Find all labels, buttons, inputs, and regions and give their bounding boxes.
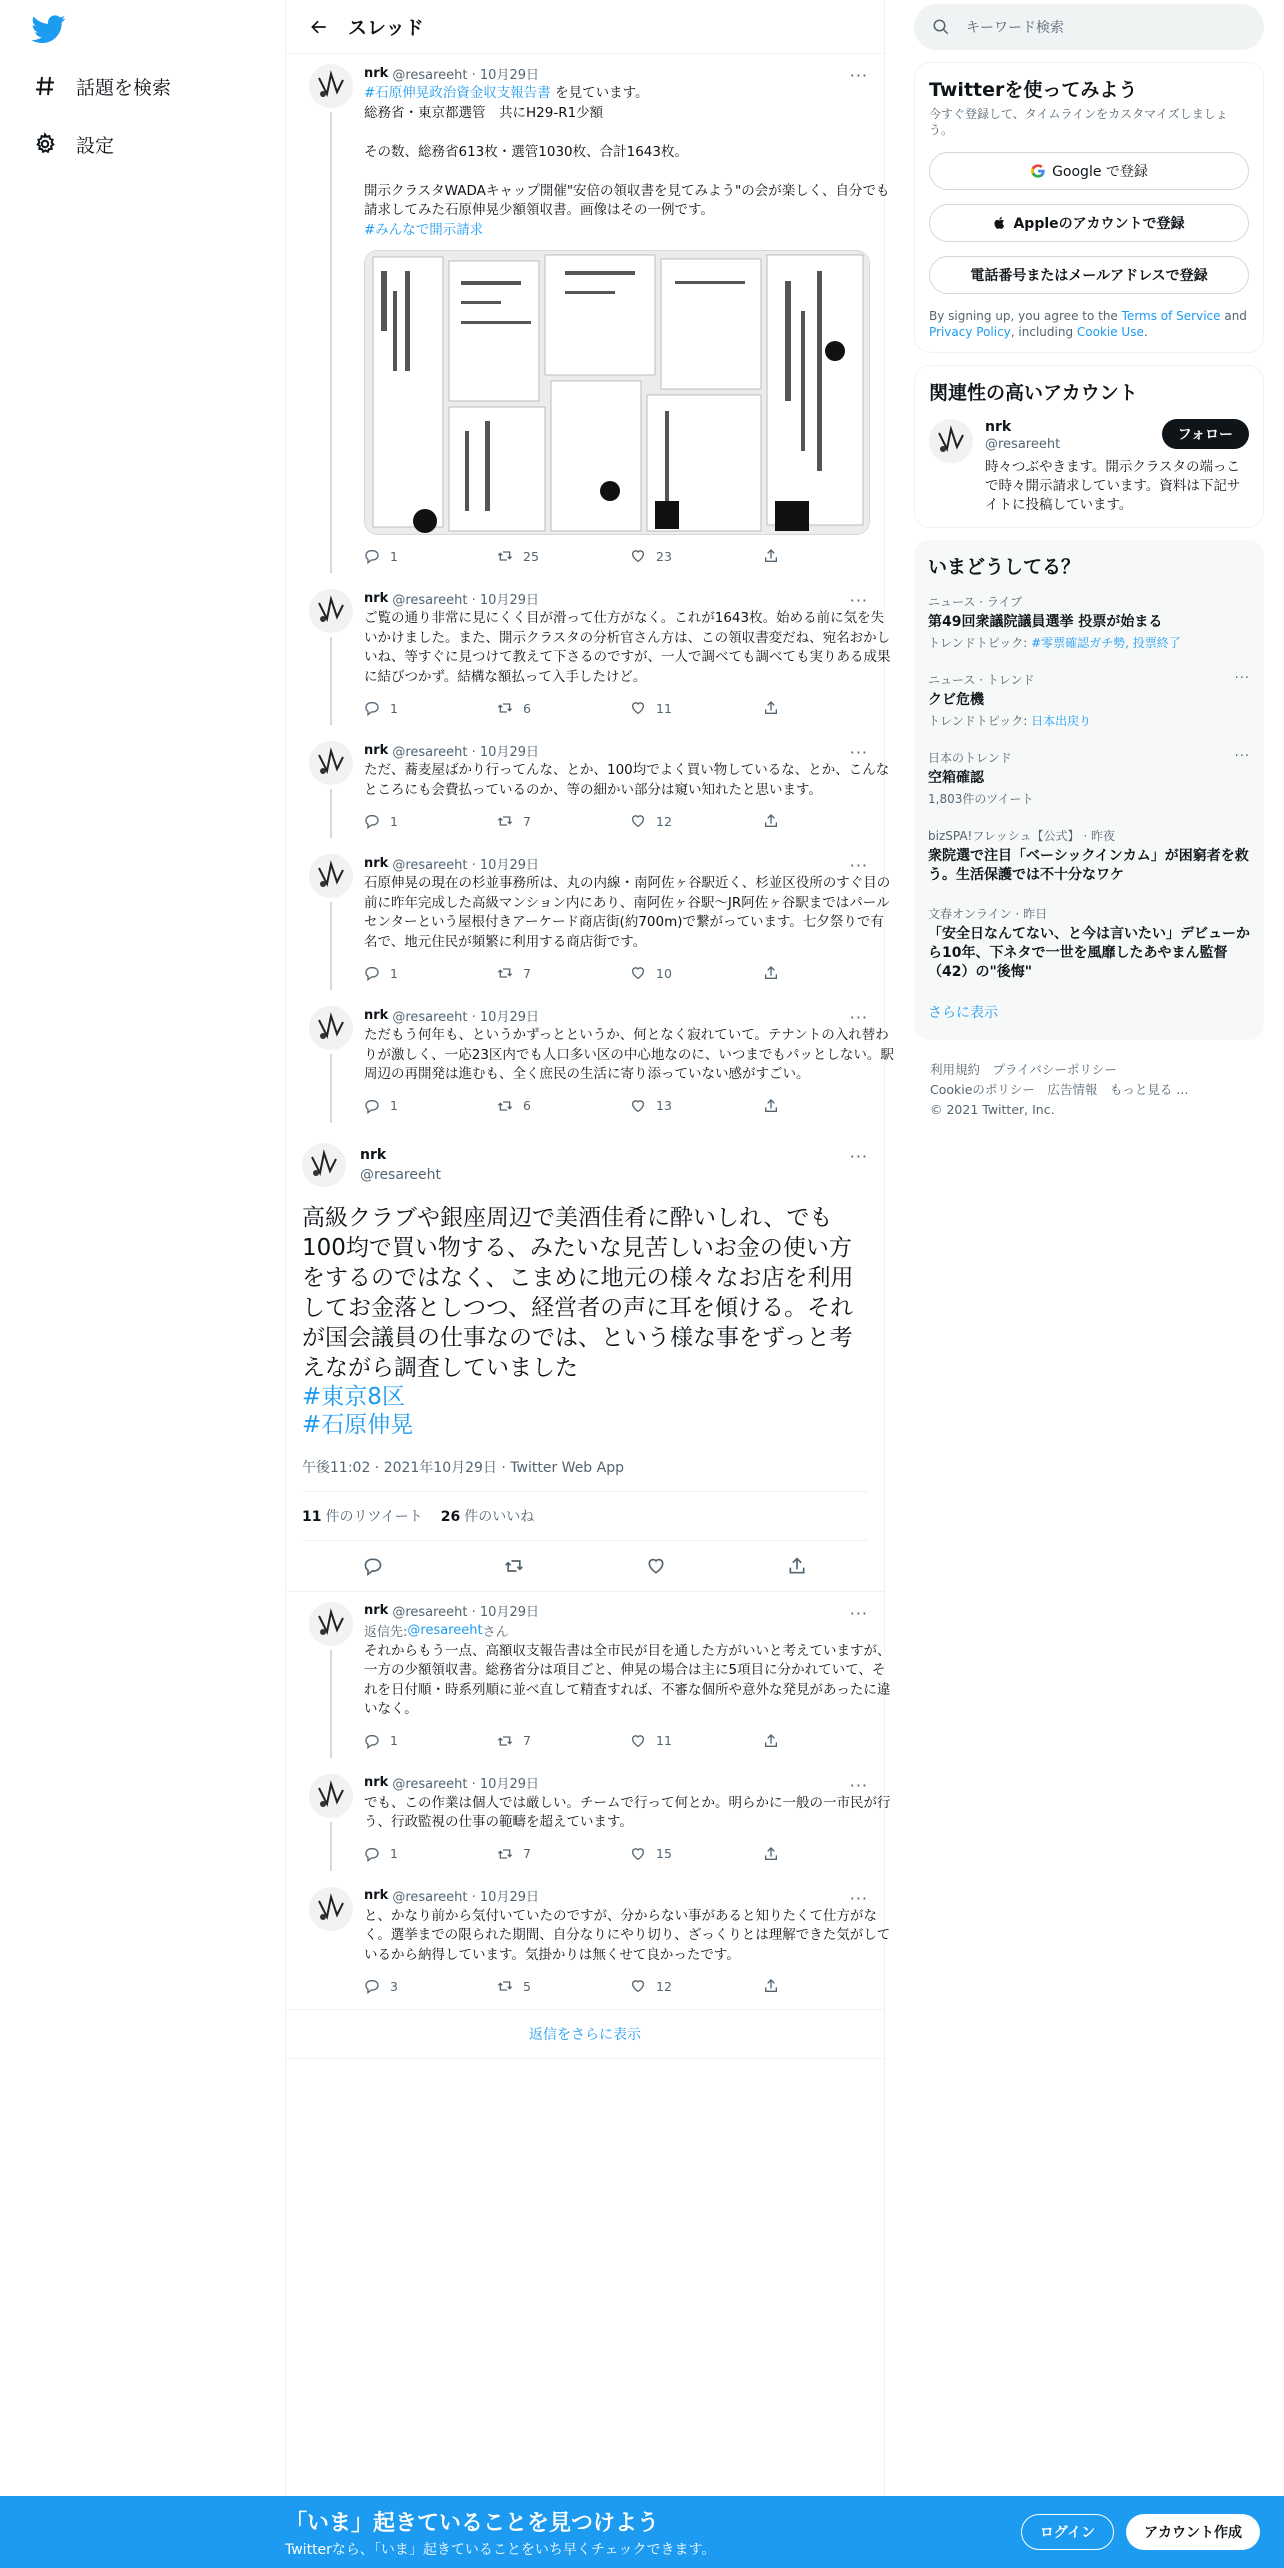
tweet-actions: [364, 956, 896, 990]
thread-connector: [330, 1054, 332, 1123]
thread-connector: [330, 1822, 332, 1871]
share-icon[interactable]: [787, 1556, 807, 1576]
reply-button[interactable]: 3: [364, 1978, 497, 1994]
heart-icon: [630, 965, 646, 981]
reply-button[interactable]: 1: [364, 1098, 497, 1114]
terms-link[interactable]: Terms of Service: [1121, 309, 1221, 323]
heart-icon: [630, 1098, 646, 1114]
twitter-logo-icon[interactable]: [32, 12, 66, 46]
author-meta[interactable]: @resareeht · 10月29日: [392, 1009, 539, 1025]
retweet-icon: [497, 813, 513, 829]
hashtag-icon: [32, 73, 58, 99]
like-button[interactable]: 11: [630, 1733, 763, 1749]
retweet-button[interactable]: 6: [497, 1098, 630, 1114]
author-name[interactable]: nrk: [360, 1146, 387, 1163]
follow-button[interactable]: フォロー: [1162, 419, 1249, 449]
trends-card: [914, 540, 1264, 1040]
more-icon[interactable]: ···: [1234, 749, 1250, 764]
retweet-icon: [497, 965, 513, 981]
tweet-text: それからもう一点、高額収支報告書は全市民が目を通した方がいいと考えていますが、一方の少額領収書。総務省分は項目ごと、伸晃の場合は主に5項目に分かれていて、それを日付順・時系列順に並べ直して精査すれば、不審な個所や意外な発見があったに違いなく。: [364, 1642, 891, 1717]
relevant-title: 関連性の高いアカウント: [929, 382, 1138, 404]
signup-title: Twitterを使ってみよう: [929, 79, 1138, 101]
more-icon[interactable]: ···: [849, 1008, 868, 1027]
retweet-button[interactable]: 7: [497, 813, 630, 829]
more-icon[interactable]: ···: [849, 1888, 868, 1908]
nav-explore[interactable]: [32, 66, 171, 106]
author-name[interactable]: nrk: [364, 1775, 389, 1790]
more-icon[interactable]: ···: [849, 1775, 868, 1795]
footer-copyright: © 2021 Twitter, Inc.: [930, 1102, 1055, 1117]
author-meta[interactable]: @resareeht · 10月29日: [392, 1605, 539, 1620]
login-button[interactable]: ログイン: [1021, 2514, 1114, 2550]
share-icon: [763, 548, 779, 564]
reply-icon: [364, 1978, 380, 1994]
retweet-button[interactable]: 25: [497, 548, 630, 564]
tweet-text: と、かなり前から気付いていたのですが、分からない事があると知りたくて仕方がなく。選挙までの限られた期間、自分なりにやり切り、ざっくりとは理解できた気がしているから納得しています。気掛かりは無くせて良かったです。: [364, 1907, 891, 1963]
tweet-actions: [364, 539, 896, 573]
retweet-icon: [497, 1733, 513, 1749]
more-icon[interactable]: ···: [849, 1146, 868, 1166]
trends-title: いまどうしてる？: [928, 556, 1081, 578]
like-button[interactable]: 12: [630, 1978, 763, 1994]
thread-column: [285, 0, 894, 2500]
avatar[interactable]: [309, 1602, 353, 1646]
reply-icon[interactable]: [363, 1556, 383, 1576]
account-name[interactable]: nrk: [985, 419, 1012, 435]
share-button[interactable]: [763, 813, 896, 829]
thread-tweet[interactable]: [286, 996, 894, 1129]
avatar[interactable]: [309, 1774, 353, 1818]
thread-connector: [330, 112, 332, 573]
reply-button[interactable]: 1: [364, 700, 497, 716]
reply-icon: [364, 1098, 380, 1114]
retweet-icon: [497, 548, 513, 564]
retweet-button[interactable]: 6: [497, 700, 630, 716]
thread-tweet[interactable]: [286, 54, 890, 579]
author-name[interactable]: nrk: [364, 742, 389, 758]
reply-to-prefix: 返信先:: [364, 1625, 408, 1640]
signup-subtitle: 今すぐ登録して、タイムラインをカスタマイズしましょう。: [929, 107, 1228, 137]
signup-terms: By signing up, you agree to the Terms of Service and Privacy Policy, including Cookie Use.: [929, 309, 1247, 339]
phone-email-signup-button[interactable]: 電話番号またはメールアドレスで登録: [929, 256, 1249, 294]
more-icon[interactable]: ···: [849, 1603, 868, 1623]
heart-icon: [630, 1846, 646, 1862]
share-icon: [763, 700, 779, 716]
news-item[interactable]: 文春オンライン · 昨日 「安全日なんてない、と今は言いたい」デビューから10年、下ネタで一世を風靡したあやまん監督（42）の"後悔": [928, 907, 1250, 980]
tweet-text: でも、この作業は個人では厳しい。チームで行って何とか。明らかに一般の一市民が行う、行政監視の仕事の範疇を超えています。: [364, 1794, 891, 1830]
share-icon: [763, 1733, 779, 1749]
heart-icon: [630, 813, 646, 829]
main-tweet-actions: [302, 1541, 868, 1591]
author-name[interactable]: nrk: [364, 1888, 389, 1903]
thread-tweet[interactable]: [286, 579, 891, 731]
reply-icon: [364, 813, 380, 829]
gear-icon: [32, 131, 58, 157]
share-button[interactable]: [763, 1733, 896, 1749]
thread-connector: [330, 637, 332, 725]
cookie-link[interactable]: Cookie Use: [1076, 325, 1144, 339]
more-icon[interactable]: ···: [849, 66, 868, 85]
tweet-actions: [364, 1969, 896, 2003]
heart-icon[interactable]: [646, 1556, 666, 1576]
reply-button[interactable]: 1: [364, 548, 497, 564]
retweet-icon: [497, 1846, 513, 1862]
tweet-text: [364, 84, 896, 240]
reply-button[interactable]: 1: [364, 1846, 497, 1862]
share-icon: [763, 965, 779, 981]
tweet-actions: [364, 1837, 896, 1871]
retweet-button[interactable]: 5: [497, 1978, 630, 1994]
hashtag-link[interactable]: #石原伸晃政治資金収支報告書: [364, 85, 551, 101]
more-icon[interactable]: ···: [849, 591, 868, 610]
tweet-actions: [364, 1089, 896, 1123]
reply-tweet[interactable]: [286, 1877, 891, 2010]
left-nav: [0, 0, 285, 2500]
bottom-bar-subtitle: Twitterなら、「いま」起きていることをいち早くチェックできます。: [285, 2541, 716, 2558]
share-button[interactable]: [763, 700, 896, 716]
main-tweet-text: 高級クラブや銀座周辺で美酒佳肴に酔いしれ、でも100均で買い物する、みたいな見苦しいお金の使い方をするのではなく、こまめに地元の様々なお店を利用してお金落としつつ、経営者の声に耳を傾ける。それが国会議員の仕事なのでは、という様な事をずっと考えながら調査していました: [302, 1204, 854, 1381]
nav-settings-label: 設定: [76, 134, 115, 157]
avatar[interactable]: [309, 1887, 353, 1931]
more-icon[interactable]: ···: [1234, 671, 1250, 686]
author-meta[interactable]: @resareeht · 10月29日: [392, 67, 539, 83]
apple-signup-button[interactable]: Appleのアカウントで登録: [929, 204, 1249, 242]
thread-connector: [330, 902, 332, 990]
like-button[interactable]: 10: [630, 965, 763, 981]
more-icon[interactable]: ···: [849, 856, 868, 875]
avatar[interactable]: [309, 1006, 353, 1050]
tweet-text: ただもう何年も、というかずっとというか、何となく寂れていて。テナントの入れ替わりが激しく、一応23区内でも人口多い区の中心地なのに、いつまでもパッとしない。駅周辺の再開発は進むも、全く庶民の生活に寄り添っていない感がすごい。: [364, 1027, 894, 1082]
share-button[interactable]: [763, 965, 896, 981]
author-name[interactable]: nrk: [364, 1007, 389, 1023]
share-button[interactable]: [763, 548, 896, 564]
thread-connector: [330, 789, 332, 838]
search-placeholder: キーワード検索: [966, 20, 1064, 36]
tweet-text: ただ、蕎麦屋ばかり行ってんな、とか、100均でよく買い物しているな、とか、こんなところにも会費払っているのか、等の細かい部分は窺い知れたと思います。: [364, 762, 890, 798]
reply-button[interactable]: 1: [364, 965, 497, 981]
tweet-text-body: を見ています。 総務省・東京都選管 共にH29-R1少額 その数、総務省613枚・選管1030枚、合計1643枚。 開示クラスタWADAキャップ開催"安倍の領収書を見てみよう"の会が楽しく、自分でも請求してみた石原伸晃少額領収書。画像はその一例です。: [364, 85, 890, 218]
search-input[interactable]: [914, 4, 1264, 50]
relevant-people-card: [914, 365, 1264, 528]
footer-line[interactable]: Cookieのポリシー 広告情報 もっと見る ...: [930, 1082, 1189, 1097]
share-icon: [763, 1846, 779, 1862]
trend-item[interactable]: ニュース · トレンド クビ危機 トレンドトピック: 日本出戻り ···: [928, 671, 1250, 728]
like-button[interactable]: 13: [630, 1098, 763, 1114]
hashtag-link[interactable]: #東京8区: [302, 1383, 405, 1410]
tweet-text: ご覧の通り非常に見にくく目が滑って仕方がなく。これが1643枚。始める前に気を失いかけました。また、開示クラスタの分析官さん方は、この領収書変だね、宛名おかしいね、等すぐに見つけて教えて下さるのですが、一人で調べても調べても実りある成果に結びつかず。結構な額払って入手したけど。: [364, 610, 891, 685]
avatar[interactable]: [302, 1143, 346, 1187]
share-button[interactable]: [763, 1098, 896, 1114]
like-button[interactable]: 11: [630, 700, 763, 716]
receipt-image[interactable]: [364, 250, 870, 535]
author-meta[interactable]: @resareeht · 10月29日: [392, 1890, 539, 1905]
like-count[interactable]: 26 件のいいね: [440, 1508, 535, 1525]
apple-icon: [993, 215, 1007, 231]
right-sidebar: [914, 0, 1264, 1120]
thread-connector: [330, 1650, 332, 1758]
reply-to-handle[interactable]: @resareeht: [407, 1623, 483, 1638]
reply-button[interactable]: 1: [364, 1733, 497, 1749]
tweet-actions: [364, 691, 896, 725]
hashtag-link[interactable]: #みんなで開示請求: [364, 221, 484, 238]
news-item[interactable]: bizSPA!フレッシュ【公式】 · 昨夜 衆院選で注目「ベーシックインカム」が困窮者を救う。生活保護では不十分なワケ: [928, 829, 1249, 883]
like-button[interactable]: 15: [630, 1846, 763, 1862]
retweet-button[interactable]: 7: [497, 1846, 630, 1862]
retweet-icon: [497, 1978, 513, 1994]
retweet-button[interactable]: 7: [497, 1733, 630, 1749]
footer-line[interactable]: 利用規約 プライバシーポリシー: [930, 1062, 1117, 1077]
reply-icon: [364, 965, 380, 981]
signup-button[interactable]: アカウント作成: [1126, 2514, 1260, 2550]
tweet-actions: [364, 804, 896, 838]
retweet-icon: [497, 700, 513, 716]
thread-tweet[interactable]: [286, 844, 891, 996]
share-icon: [763, 813, 779, 829]
bottom-bar-title: 「いま」起きていることを見つけよう: [285, 2510, 660, 2536]
like-button[interactable]: 23: [630, 548, 763, 564]
retweet-icon: [497, 1098, 513, 1114]
reply-button[interactable]: 1: [364, 813, 497, 829]
reply-icon: [364, 700, 380, 716]
author-name[interactable]: nrk: [364, 1603, 389, 1618]
google-signup-button[interactable]: Google で登録: [929, 152, 1249, 190]
hashtag-link[interactable]: #石原伸晃: [302, 1411, 414, 1438]
retweet-count[interactable]: 11 件のリツイート: [302, 1508, 423, 1525]
author-name[interactable]: nrk: [364, 855, 389, 871]
back-button[interactable]: [302, 10, 336, 44]
share-icon: [763, 1098, 779, 1114]
privacy-link[interactable]: Privacy Policy: [929, 325, 1011, 339]
reply-icon: [364, 1846, 380, 1862]
account-handle[interactable]: @resareeht: [985, 437, 1061, 452]
bottom-signup-bar: [0, 2496, 1284, 2568]
heart-icon: [630, 700, 646, 716]
avatar[interactable]: [309, 589, 353, 633]
show-more-replies-button[interactable]: 返信をさらに表示: [286, 2009, 884, 2059]
avatar[interactable]: [309, 741, 353, 785]
signup-card: [914, 62, 1264, 353]
account-bio: 時々つぶやきます。開示クラスタの端っこで時々開示請求しています。資料は下記サイトに投稿しています。: [985, 459, 1241, 513]
tweet-timestamp[interactable]: 午後11:02 · 2021年10月29日 · Twitter Web App: [302, 1439, 868, 1492]
page-title: スレッド: [348, 17, 424, 39]
heart-icon: [630, 548, 646, 564]
google-icon: [1030, 163, 1046, 179]
retweet-button[interactable]: 7: [497, 965, 630, 981]
reply-to-suffix: さん: [482, 1625, 509, 1640]
author-meta[interactable]: @resareeht · 10月29日: [392, 744, 539, 760]
thread-header: [286, 0, 884, 54]
thread-tweet[interactable]: [286, 731, 890, 844]
avatar[interactable]: [309, 64, 353, 108]
tweet-stats: [302, 1492, 868, 1541]
heart-icon: [630, 1733, 646, 1749]
reply-icon: [364, 548, 380, 564]
share-button[interactable]: [763, 1846, 896, 1862]
trend-item[interactable]: ニュース · ライブ 第49回衆議院議員選挙 投票が始まる トレンドトピック: #零票確認ガチ勢, 投票終了: [928, 595, 1181, 650]
reply-icon: [364, 1733, 380, 1749]
trend-item[interactable]: 日本のトレンド 空箱確認 1,803件のツイート ···: [928, 749, 1250, 806]
author-handle[interactable]: @resareeht: [360, 1166, 441, 1183]
reply-tweet[interactable]: [286, 1764, 891, 1877]
search-icon: [932, 18, 950, 36]
author-name[interactable]: nrk: [364, 65, 389, 81]
author-meta[interactable]: @resareeht · 10月29日: [392, 1777, 539, 1792]
avatar[interactable]: [929, 419, 973, 463]
author-name[interactable]: nrk: [364, 590, 389, 606]
main-tweet: [286, 1129, 884, 1592]
author-meta[interactable]: @resareeht · 10月29日: [392, 592, 539, 608]
nav-explore-label: 話題を検索: [76, 76, 172, 99]
avatar[interactable]: [309, 854, 353, 898]
like-button[interactable]: 12: [630, 813, 763, 829]
share-icon: [763, 1978, 779, 1994]
show-more-trends[interactable]: さらに表示: [928, 1005, 998, 1021]
footer-links: [914, 1060, 1264, 1120]
retweet-icon[interactable]: [504, 1556, 524, 1576]
tweet-text: 石原伸晃の現在の杉並事務所は、丸の内線・南阿佐ヶ谷駅近く、杉並区役所のすぐ目の前に昨年完成した高級マンション内にあり、南阿佐ヶ谷駅～JR阿佐ヶ谷駅まではパールセンターという屋根付きアーケード商店街(約700m)で繋がっています。七夕祭りで有名で、地元住民が頻繁に利用する商店街です。: [364, 875, 891, 950]
reply-tweet[interactable]: [286, 1592, 891, 1764]
nav-settings[interactable]: [32, 124, 114, 164]
arrow-left-icon: [309, 17, 329, 37]
tweet-actions: [364, 1724, 896, 1758]
author-meta[interactable]: @resareeht · 10月29日: [392, 857, 539, 873]
more-icon[interactable]: ···: [849, 743, 868, 762]
heart-icon: [630, 1978, 646, 1994]
share-button[interactable]: [763, 1978, 896, 1994]
